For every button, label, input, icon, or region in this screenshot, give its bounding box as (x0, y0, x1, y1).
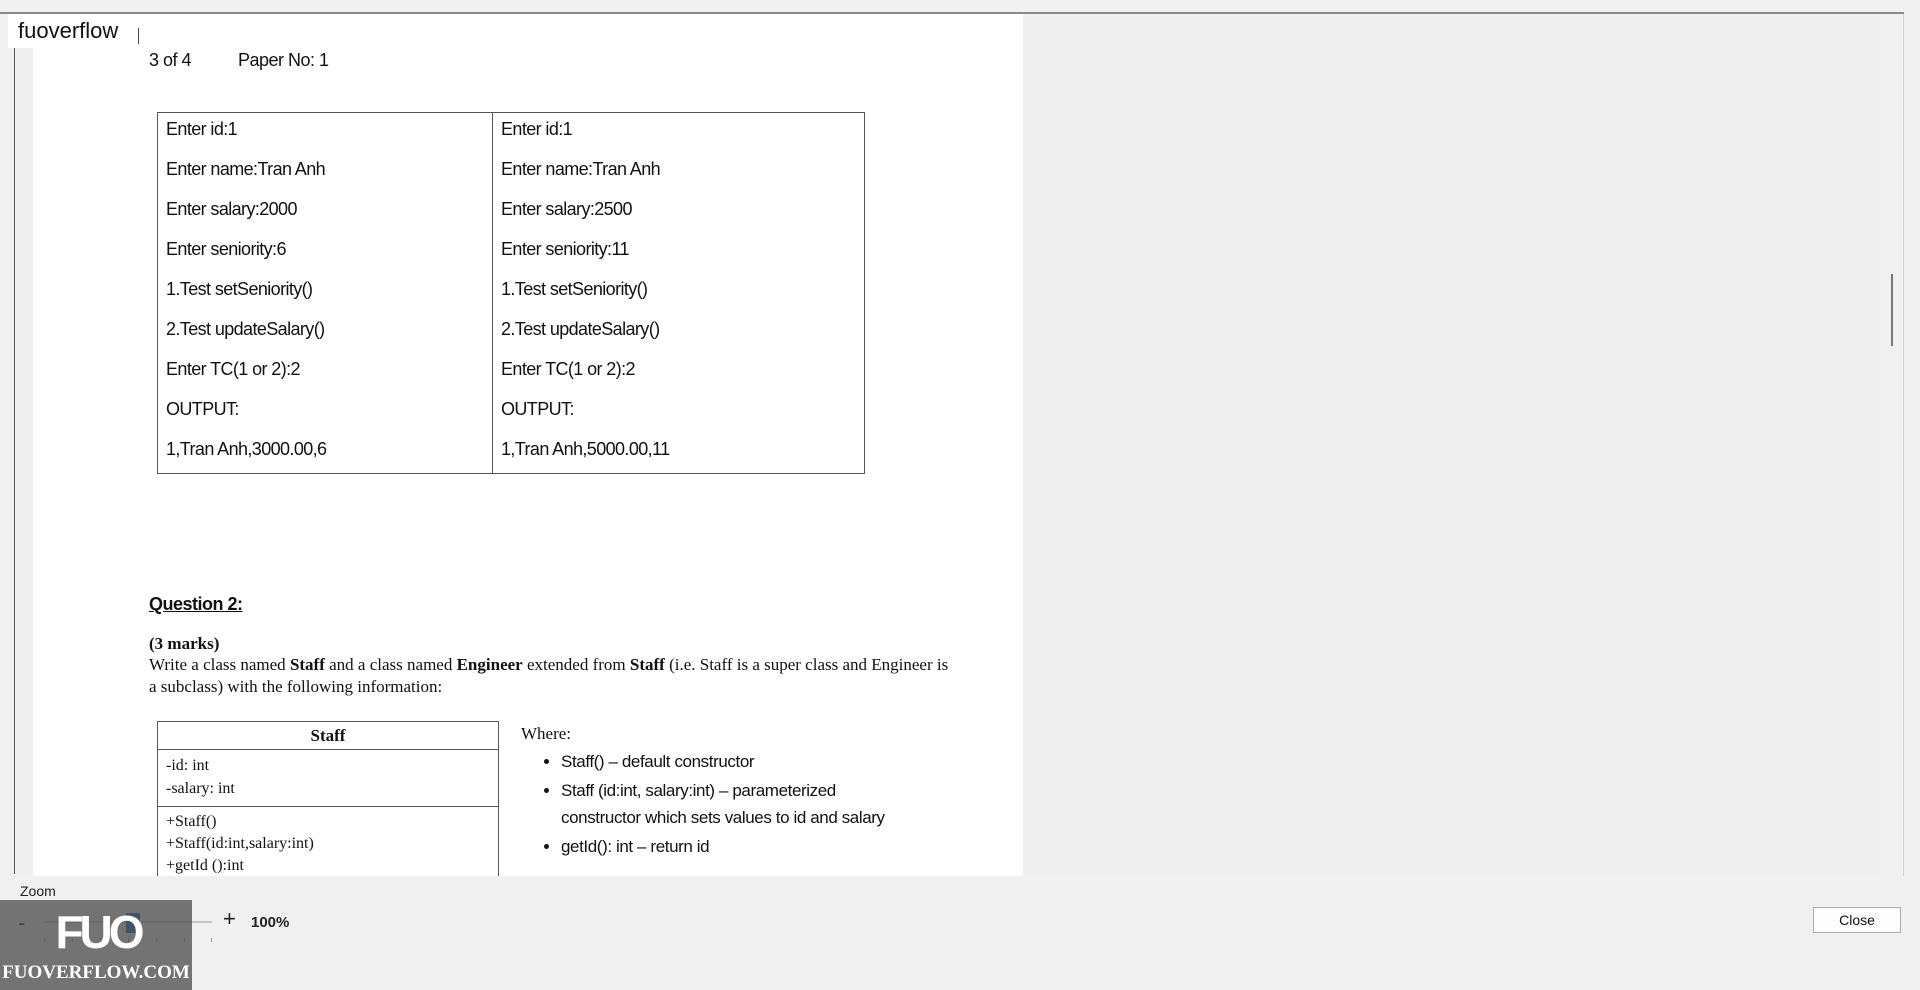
uml-method: +Staff() (166, 813, 217, 830)
zoom-in-button[interactable]: + (223, 906, 236, 931)
where-section (521, 724, 901, 862)
uml-class-box (157, 721, 499, 876)
where-label: Where: (521, 724, 572, 743)
io-line: Enter name:Tran Anh (166, 159, 326, 179)
io-line: OUTPUT: (501, 399, 574, 419)
desc-text: extended from (522, 655, 630, 674)
where-item: • getId(): int – return id (561, 833, 901, 860)
io-line: Enter TC(1 or 2):2 (166, 359, 300, 379)
io-line: 1.Test setSeniority() (501, 279, 648, 299)
io-line: 1,Tran Anh,3000.00,6 (166, 439, 327, 459)
question-description (149, 654, 949, 698)
io-line: 2.Test updateSalary() (166, 319, 325, 339)
io-table-right-cell (493, 113, 865, 474)
uml-method: +getId ():int (166, 857, 244, 874)
where-item: • Staff (id:int, salary:int) – parameterized constructor which sets values to id and salary (561, 777, 901, 831)
io-line: Enter salary:2000 (166, 199, 297, 219)
watermark-text: FUOVERFLOW.COM (2, 962, 190, 983)
where-item: • Staff() – default constructor (561, 748, 901, 775)
watermark-logo-text: FUO (55, 906, 141, 956)
desc-text: Write a class named (149, 655, 290, 674)
io-line: 2.Test updateSalary() (501, 319, 660, 339)
uml-attribute: -id: int (166, 757, 210, 774)
io-line: 1.Test setSeniority() (166, 279, 313, 299)
desc-class-staff: Staff (629, 655, 665, 674)
text-cursor (138, 28, 139, 44)
viewer-left-border (14, 14, 15, 874)
io-line: Enter salary:2500 (501, 199, 632, 219)
uml-method: +Staff(id:int,salary:int) (166, 835, 314, 852)
io-line: Enter seniority:11 (501, 239, 629, 259)
uml-methods (158, 807, 498, 876)
document-page (33, 14, 1023, 876)
io-line: 1,Tran Anh,5000.00,11 (501, 439, 670, 459)
close-button[interactable]: Close (1813, 907, 1901, 933)
io-line: Enter id:1 (166, 119, 238, 139)
watermark-logo (50, 906, 146, 956)
document-viewer[interactable] (15, 14, 1881, 876)
app-title: fuoverflow (8, 14, 132, 48)
uml-attribute: -salary: int (166, 780, 235, 797)
vertical-scrollbar-thumb[interactable] (1891, 274, 1893, 346)
zoom-value: 100% (251, 914, 290, 931)
paper-number: Paper No: 1 (238, 50, 329, 70)
desc-class-engineer: Engineer (456, 655, 523, 674)
desc-class-staff: Staff (289, 655, 325, 674)
io-table (157, 112, 865, 474)
desc-text: and a class named (324, 655, 457, 674)
viewer-right-border (1903, 14, 1904, 876)
io-line: Enter TC(1 or 2):2 (501, 359, 635, 379)
io-line: Enter id:1 (501, 119, 573, 139)
io-line: OUTPUT: (166, 399, 239, 419)
question-title: Question 2: (149, 594, 243, 614)
question-marks: (3 marks) (149, 634, 220, 653)
io-line: Enter name:Tran Anh (501, 159, 661, 179)
where-list (521, 748, 901, 860)
io-line: Enter seniority:6 (166, 239, 286, 259)
desc-text: (i.e. Staff is a super class and Engineer is a subclass) with the following information: (149, 655, 949, 696)
io-table-left-cell (158, 113, 493, 474)
uml-attributes (158, 750, 498, 807)
uml-class-name: Staff (158, 722, 498, 750)
page-indicator: 3 of 4 (149, 50, 192, 70)
watermark (0, 900, 192, 990)
page-header (149, 50, 329, 71)
zoom-label: Zoom (20, 883, 56, 899)
